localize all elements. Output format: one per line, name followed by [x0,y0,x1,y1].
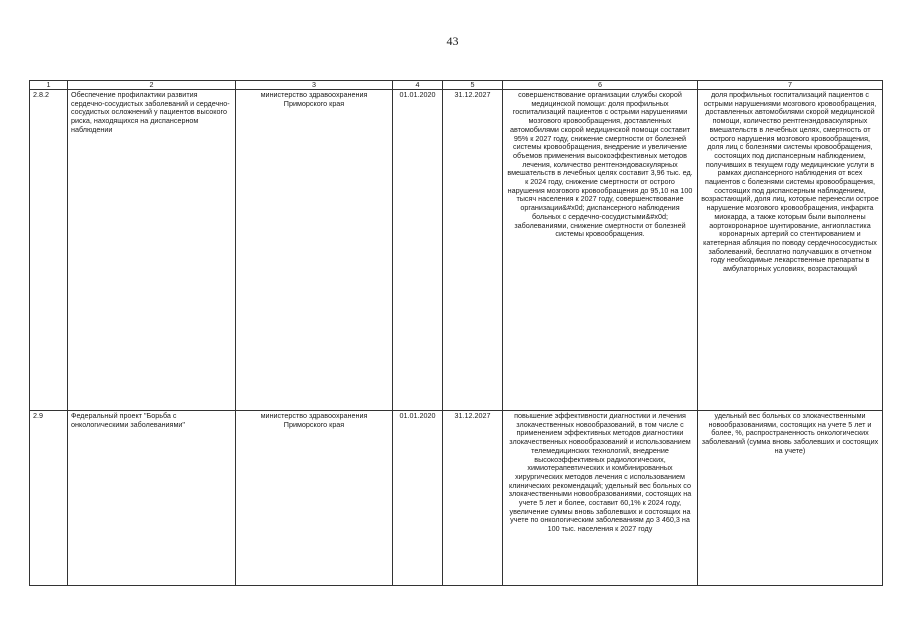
measure-name: Федеральный проект "Борьба с онкологическими заболеваниями" [68,411,236,586]
responsible-executor: министерство здравоохранения Приморского края [236,411,393,586]
expected-result: совершенствование организации службы скорой медицинской помощи: доля профильных госпитализаций пациентов с острыми нарушениями мозгового кровообращения, доставленных автомобилями скорой медицинской помощи составит 95% к 2027 году, снижение смертности от болезней системы кровообращения, внедрение и увеличение объемов применения высокоэффективных методов лечения, количество рентгенэндоваскулярных вмешательств в лечебных целях составит 3,96 тыс. ед. к 2024 году, снижение смертности от острого нарушения мозгового кровообращения до 95,10 на 100 тысяч населения к 2027 году, совершенствование организации&#x0d; диспансерного наблюдения больных с сердечно-сосудистыми&#x0d; заболеваниями, снижение смертности от болезней системы кровообращения. [503,90,698,411]
indicator-link: удельный вес больных со злокачественными новообразованиями, состоящих на учете 5 лет и более, %, распространенность онкологических заболеваний (сумма вновь заболевших и состоящих на учете) [698,411,883,586]
row-number: 2.9 [30,411,68,586]
column-header: 4 [393,81,443,90]
start-date: 01.01.2020 [393,90,443,411]
column-header: 1 [30,81,68,90]
column-header: 5 [443,81,503,90]
column-header: 2 [68,81,236,90]
indicator-link: доля профильных госпитализаций пациентов с острыми нарушениями мозгового кровообращения, доставленных автомобилями скорой медицинской помощи, количество рентгенэндоваскулярных вмешательств в лечебных целях, смертность от острого нарушения мозгового кровообращения, доля лиц с болезнями системы кровообращения, состоящих под диспансерным наблюдением, получивших в текущем году медицинские услуги в рамках диспансерного наблюдения от всех пациентов с болезнями системы кровообращения, состоящих под диспансерным наблюдением, возрастающий, доля лиц, которые перенесли острое нарушение мозгового кровообращения, инфаркта миокарда, а также которым были выполнены аортокоронарное шунтирование, ангиопластика коронарных артерий со стентированием и катетерная абляция по поводу сердечнососудистых заболеваний, бесплатно получавших в отчетном году необходимые лекарственные препараты в амбулаторных условиях, возрастающий [698,90,883,411]
responsible-executor: министерство здравоохранения Приморского края [236,90,393,411]
end-date: 31.12.2027 [443,90,503,411]
page-number: 43 [446,34,459,48]
column-number-row [30,81,883,90]
end-date: 31.12.2027 [443,411,503,586]
program-table [29,80,883,586]
table-row [30,411,883,586]
column-header: 6 [503,81,698,90]
expected-result: повышение эффективности диагностики и лечения злокачественных новообразований, в том числе с применением эффективных методов диагностики злокачественных новообразований и использованием телемедицинских технологий, внедрение высокоэффективных радиологических, химиотерапевтических и комбинированных хирургических методов лечения с использованием клинических рекомендаций; удельный вес больных со злокачественными новообразованиями, состоящих на учете 5 лет и более, составит 60,1% к 2024 году, увеличение суммы вновь заболевших и состоящих на учете по онкологическим заболеваниям до 3 460,3 на 100 тыс. населения к 2027 году [503,411,698,586]
start-date: 01.01.2020 [393,411,443,586]
row-number: 2.8.2 [30,90,68,411]
measure-name: Обеспечение профилактики развития сердечно-сосудистых заболеваний и сердечно-сосудистых осложнений у пациентов высокого риска, находящихся на диспансерном наблюдении [68,90,236,411]
table-row [30,90,883,411]
column-header: 3 [236,81,393,90]
column-header: 7 [698,81,883,90]
